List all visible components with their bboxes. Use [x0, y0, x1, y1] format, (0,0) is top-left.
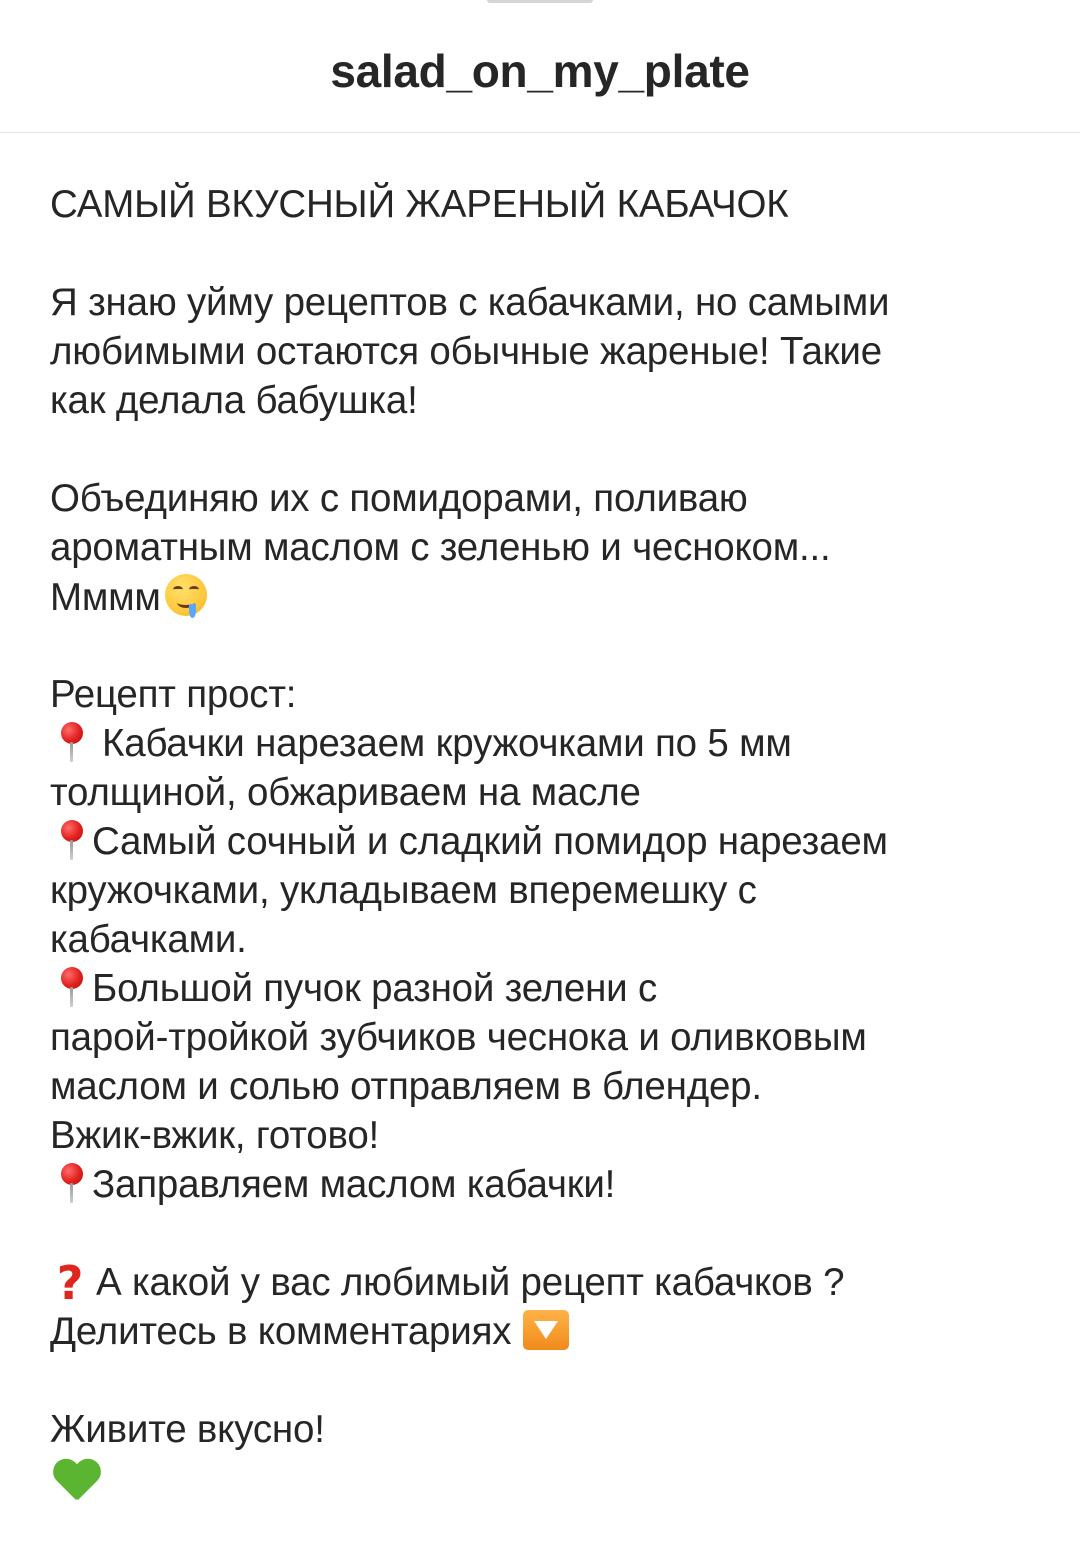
- step-text: Самый сочный и сладкий помидор нарезаем: [92, 820, 888, 863]
- comments-prompt-line: [50, 1307, 1050, 1356]
- round-pushpin-icon: [50, 720, 90, 764]
- comments-prompt-text: Делитесь в комментариях: [50, 1310, 512, 1353]
- caption-spacer: [50, 621, 1050, 670]
- caption-spacer: [50, 229, 1050, 278]
- step-text: Кабачки нарезаем кружочками по 5 мм: [102, 722, 792, 765]
- step-text: Большой пучок разной зелени с: [92, 967, 658, 1010]
- green-heart-icon: [52, 1458, 102, 1504]
- caption-spacer: [50, 1356, 1050, 1405]
- caption-spacer: [50, 1209, 1050, 1258]
- caption-title: САМЫЙ ВКУСНЫЙ ЖАРЕНЫЙ КАБАЧОК: [50, 183, 789, 226]
- question-text: А какой у вас любимый рецепт кабачков ?: [96, 1261, 845, 1304]
- intro-line: Я знаю уйму рецептов с кабачками, но самыми: [50, 281, 890, 324]
- post-header: [0, 0, 1080, 133]
- round-pushpin-icon: [50, 965, 90, 1009]
- red-question-mark-icon: ?: [56, 1256, 84, 1310]
- step-4-line: [50, 1160, 1050, 1209]
- intro-line: как делала бабушка!: [50, 379, 418, 422]
- recipe-heading: Рецепт прост:: [50, 673, 297, 716]
- intro-line: любимыми остаются обычные жареные! Такие: [50, 330, 882, 373]
- combine-line: Объединяю их с помидорами, поливаю: [50, 477, 748, 520]
- step-3-line: парой-тройкой зубчиков чеснока и оливковым: [50, 1016, 867, 1059]
- question-line: [50, 1256, 1050, 1310]
- combine-line: ароматным маслом с зеленью и чесноком...: [50, 526, 831, 569]
- step-2-line: кружочками, укладываем вперемешку с: [50, 869, 757, 912]
- step-text: Заправляем маслом кабачки!: [92, 1163, 616, 1206]
- drooling-face-icon: [163, 572, 209, 618]
- signoff: Живите вкусно!: [50, 1408, 325, 1451]
- step-3-line: [50, 964, 1050, 1013]
- combine-line-yum: [50, 572, 1050, 621]
- round-pushpin-icon: [50, 1161, 90, 1205]
- heart-line: [50, 1454, 1050, 1503]
- post-caption: [50, 180, 1050, 1503]
- step-3-line: маслом и солью отправляем в блендер.: [50, 1065, 762, 1108]
- down-button-icon: [523, 1310, 569, 1350]
- step-1-line: [50, 719, 1050, 768]
- round-pushpin-icon: [50, 818, 90, 862]
- step-3-line: Вжик-вжик, готово!: [50, 1114, 380, 1157]
- step-2-line: [50, 817, 1050, 866]
- step-2-line: кабачками.: [50, 918, 247, 961]
- caption-spacer: [50, 425, 1050, 474]
- step-1-line: толщиной, обжариваем на масле: [50, 771, 641, 814]
- username-title[interactable]: salad_on_my_plate: [330, 45, 750, 97]
- yum-text: Мммм: [50, 576, 161, 619]
